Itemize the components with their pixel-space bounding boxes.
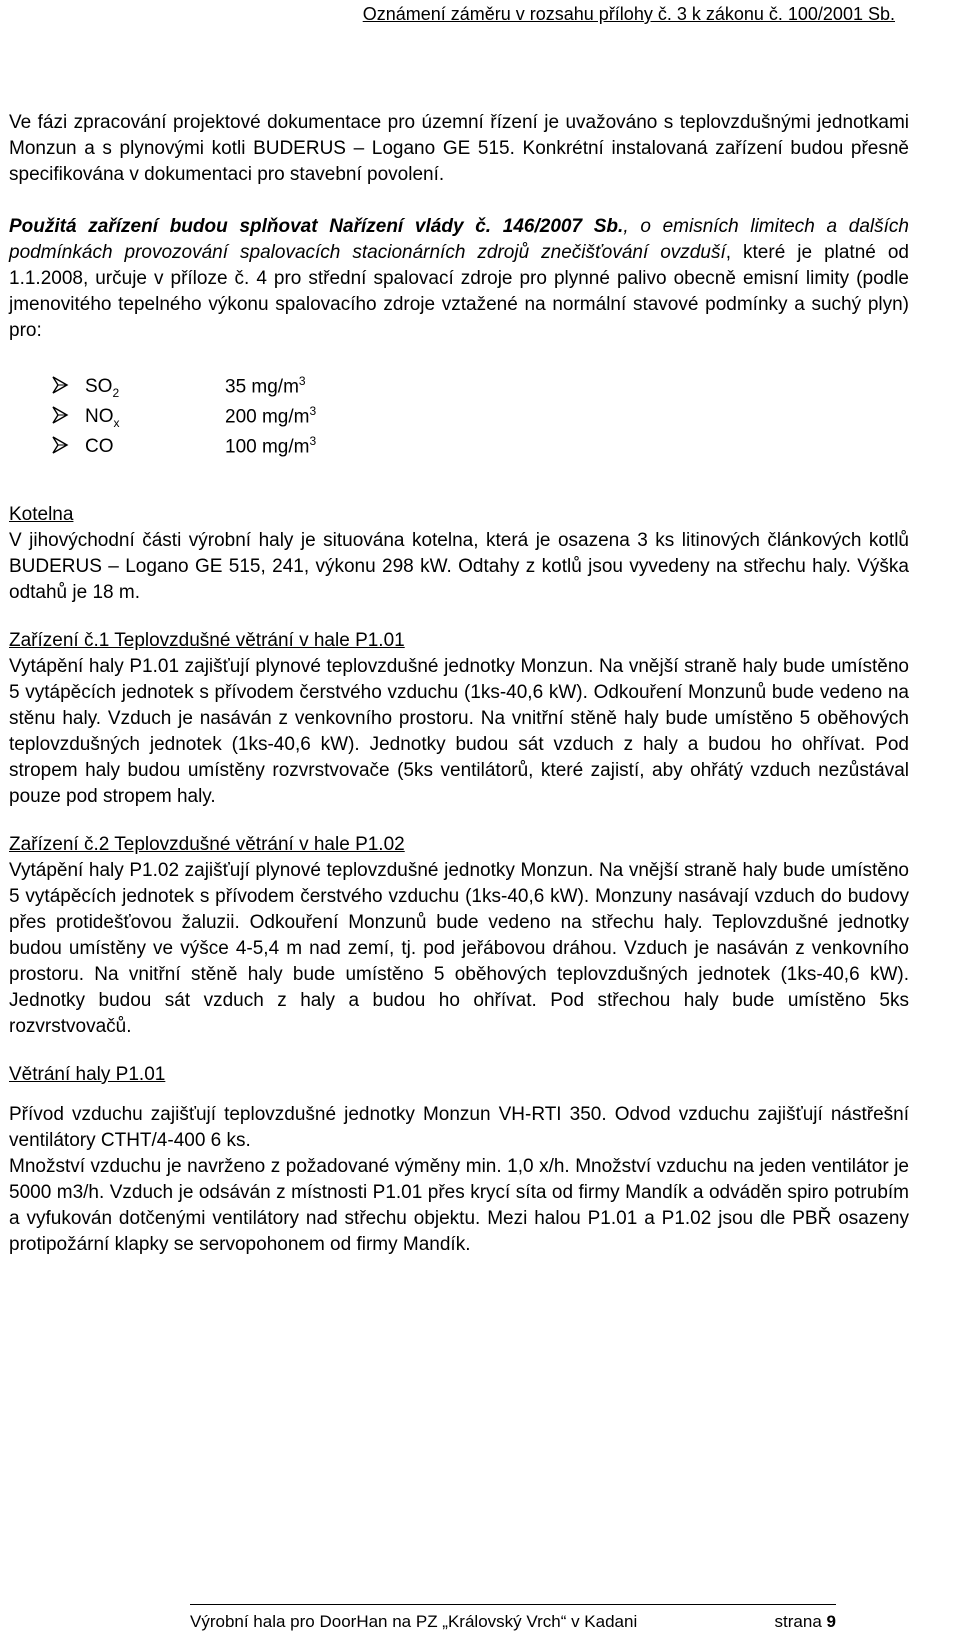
kotelna-heading: Kotelna xyxy=(9,504,74,525)
footer-title: Výrobní hala pro DoorHan na PZ „Královský Vrch“ v Kadani xyxy=(190,1612,638,1631)
page-indicator: strana 9 xyxy=(774,1612,836,1631)
arrow-bullet-icon xyxy=(51,406,73,432)
page-header: Oznámení záměru v rozsahu přílohy č. 3 k zákonu č. 100/2001 Sb. xyxy=(362,4,895,24)
emission-limits-list xyxy=(9,368,909,458)
vetrani-heading: Větrání haly P1.01 xyxy=(9,1064,166,1085)
vetrani-paragraph-2: Množství vzduchu je navrženo z požadované výměny min. 1,0 x/h. Množství vzduchu na jeden ventilátor je 5000 m3/h. Vzduch je odsáván z místnosti P1.01 přes krycí síta od firmy Mandík a odváděn spiro potrubím a vyfukován dotčenými ventilátory nad střechu objektu. Mezi halou P1.01 a P1.02 jsou dle PBŘ osazeny protipožární klapky se servopohonem od firmy Mandík. xyxy=(9,1156,909,1255)
zarizeni1-paragraph: Vytápění haly P1.01 zajišťují plynové teplovzdušné jednotky Monzun. Na vnější straně haly bude umístěno 5 vytápěcích jednotek s přívodem čerstvého vzduchu (1ks-40,6 kW). Odkouření Monzunů bude vedeno na stěnu haly. Vzduch je nasáván z venkovního prostoru. Na vnitřní stěně haly bude umístěno 5 oběhových teplovzdušných jednotek (1ks-40,6 kW). Jednotky budou sát vzduch z haly a budou ho ohřívat. Pod stropem haly budou umístěny rozvrstvovače (5ks ventilátorů, které zajistí, aby ohřátý vzduch nezůstával pouze pod stropem haly. xyxy=(9,656,909,807)
page-number: 9 xyxy=(826,1612,836,1631)
regulation-lead: Použitá zařízení budou splňovat Nařízení vlády č. 146/2007 Sb. xyxy=(9,216,624,237)
limit-name: $NO_x$ xyxy=(85,406,120,431)
zarizeni2-heading: Zařízení č.2 Teplovzdušné větrání v hale P1.02 xyxy=(9,834,405,855)
kotelna-paragraph: V jihovýchodní části výrobní haly je situována kotelna, která je osazena 3 ks litinových článkových kotlů BUDERUS – Logano GE 515, 241, výkonu 298 kW. Odtahy z kotlů jsou vyvedeny na střechu haly. Výška odtahů je 18 m. xyxy=(9,530,909,603)
regulation-italic: , o emisních limitech a dalších podmínkách provozování spalovacích stacionárních zdrojů znečišťování ovzduší xyxy=(9,216,909,263)
arrow-bullet-icon xyxy=(51,436,73,462)
limit-name: CO xyxy=(85,436,114,458)
zarizeni1-heading: Zařízení č.1 Teplovzdušné větrání v hale P1.01 xyxy=(9,630,405,651)
limit-row-so2 xyxy=(9,368,909,401)
regulation-rest: , které je platné od 1.1.2008, určuje v příloze č. 4 pro střední spalovací zdroje pro plynné palivo obecně emisní limity (podle jmenovitého tepelného výkonu spalovacího zdroje vztažené na normální stavové podmínky a suchý plyn) pro: xyxy=(9,242,909,341)
regulation-paragraph xyxy=(9,214,909,344)
footer-divider xyxy=(190,1604,836,1605)
limit-value: 100 $mg/m^3$ xyxy=(225,434,317,458)
limit-value: 35 $mg/m^3$ xyxy=(225,374,306,398)
limit-name: $SO_2$ xyxy=(85,376,120,401)
vetrani-paragraph-1: Přívod vzduchu zajišťují teplovzdušné jednotky Monzun VH-RTI 350. Odvod vzduchu zajišťují nástřešní ventilátory CTHT/4-400 6 ks. xyxy=(9,1104,909,1151)
intro-paragraph: Ve fázi zpracování projektové dokumentace pro územní řízení je uvažováno s teplovzdušnými jednotkami Monzun a s plynovými kotli BUDERUS – Logano GE 515. Konkrétní instalovaná zařízení budou přesně specifikována v dokumentaci pro stavební povolení. xyxy=(9,112,909,185)
arrow-bullet-icon xyxy=(51,376,73,402)
limit-value: 200 $mg/m^3$ xyxy=(225,404,317,428)
document-body xyxy=(9,110,909,1258)
zarizeni2-paragraph: Vytápění haly P1.02 zajišťují plynové teplovzdušné jednotky Monzun. Na vnější straně haly bude umístěno 5 vytápěcích jednotek s přívodem čerstvého vzduchu (1ks-40,6 kW). Monzuny nasávají vzduch do budovy přes protidešťovou žaluzii. Odkouření Monzunů bude vedeno na střechu haly. Teplovzdušné jednotky budou umístěny ve výšce 4-5,4 m nad zemí, tj. pod jeřábovou dráhou. Vzduch je nasáván z venkovního prostoru. Na vnitřní stěně haly bude umístěno 5 oběhových teplovzdušných jednotek (1ks-40,6 kW). Jednotky budou sát vzduch z haly a budou ho ohřívat. Pod střechou haly bude umístěno 5ks rozvrstvovačů. xyxy=(9,860,909,1037)
